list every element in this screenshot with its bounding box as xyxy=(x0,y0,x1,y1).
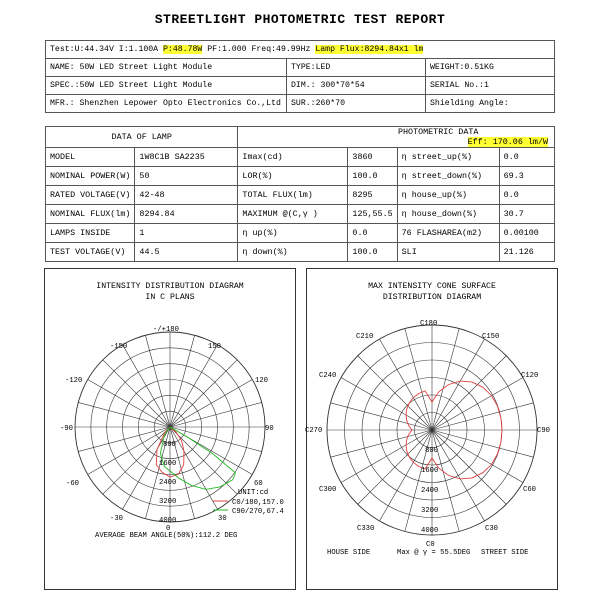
cone-polar-chart xyxy=(307,269,557,589)
info-dim: DIM.: 300*70*54 xyxy=(287,77,426,95)
table-cell: 1 xyxy=(135,224,238,243)
table-cell: Imax(cd) xyxy=(238,148,348,167)
table-cell: 44.5 xyxy=(135,243,238,262)
photometric-table xyxy=(45,126,555,262)
ring-label: 1600 xyxy=(421,467,439,475)
angle-label: C120 xyxy=(521,372,539,380)
info-weight: WEIGHT:0.51KG xyxy=(426,59,555,77)
table-cell: TEST VOLTAGE(V) xyxy=(46,243,135,262)
table-cell: 76 FLASHAREA(m2) xyxy=(397,224,499,243)
table-cell: 8294.84 xyxy=(135,205,238,224)
test-prefix: Test:U:44.34V I:1.100A xyxy=(50,45,164,54)
grid-spoke xyxy=(432,430,506,504)
angle-label: 120 xyxy=(255,377,268,385)
polar-grid xyxy=(327,325,537,535)
table-cell: LAMPS INSIDE xyxy=(46,224,135,243)
report-title: STREETLIGHT PHOTOMETRIC TEST REPORT xyxy=(154,12,446,27)
angle-label: C90 xyxy=(537,427,550,435)
photometric-data-label: PHOTOMETRIC DATA xyxy=(398,127,479,137)
angle-label: 90 xyxy=(265,425,274,433)
street-side-label: STREET SIDE xyxy=(481,549,529,557)
intensity-polar-chart xyxy=(45,269,295,589)
ring-label: 4000 xyxy=(159,517,177,525)
table-cell: RATED VOLTAGE(V) xyxy=(46,186,135,205)
table-cell: η up(%) xyxy=(238,224,348,243)
angle-label: -30 xyxy=(110,515,123,523)
diagram1-title-line2: IN C PLANS xyxy=(145,293,195,302)
table-cell: η house_down(%) xyxy=(397,205,499,224)
photometric-data-header xyxy=(238,127,555,148)
lamp-flux: Lamp Flux:8294.84x1 lm xyxy=(315,45,424,54)
grid-spoke xyxy=(432,378,523,431)
table-cell: η street_down(%) xyxy=(397,167,499,186)
table-row xyxy=(46,205,555,224)
data-of-lamp-header: DATA OF LAMP xyxy=(46,127,238,148)
angle-label: 150 xyxy=(208,343,221,351)
table-cell: 125,55.5 xyxy=(348,205,397,224)
test-middle: PF:1.000 Freq:49.99Hz xyxy=(202,45,316,54)
angle-label: C60 xyxy=(523,486,536,494)
angle-label: -/+180 xyxy=(153,326,179,334)
table-cell: η down(%) xyxy=(238,243,348,262)
angle-label: 0 xyxy=(166,525,171,533)
cone-surface-panel xyxy=(306,268,558,590)
grid-spoke xyxy=(170,345,218,427)
ring-label: 3200 xyxy=(421,507,439,515)
ring-labels xyxy=(421,447,438,535)
grid-spoke xyxy=(170,360,237,427)
efficiency-badge: Eff: 170.06 lm/W xyxy=(467,137,548,147)
ring-label: 3200 xyxy=(159,498,177,506)
grid-spoke xyxy=(170,380,252,428)
ring-label: 4000 xyxy=(421,527,439,535)
angle-label: -60 xyxy=(66,480,79,488)
ring-label: 800 xyxy=(425,447,438,455)
table-row xyxy=(46,224,555,243)
ring-label: 2400 xyxy=(159,479,177,487)
max-gamma-label: Max @ γ = 55.5DEG xyxy=(397,549,471,557)
table-cell: MODEL xyxy=(46,148,135,167)
grid-spoke xyxy=(341,378,432,431)
unit-label: UNIT:cd xyxy=(238,489,269,497)
grid-spoke xyxy=(123,345,171,427)
table-row xyxy=(46,148,555,167)
table-cell: NOMINAL FLUX(lm) xyxy=(46,205,135,224)
info-sur: SUR.:260*70 xyxy=(287,95,426,113)
angle-label: 60 xyxy=(254,480,263,488)
house-side-label: HOUSE SIDE xyxy=(327,549,371,557)
angle-label: C300 xyxy=(319,486,337,494)
info-type: TYPE:LED xyxy=(287,59,426,77)
table-cell: 100.0 xyxy=(348,167,397,186)
diagram2-title-line1: MAX INTENSITY CONE SURFACE xyxy=(368,282,496,291)
info-mfr: MFR.: Shenzhen Lepower Opto Electronics Co.,Ltd xyxy=(46,95,287,113)
info-serial: SERIAL No.:1 xyxy=(426,77,555,95)
table-cell: 0.0 xyxy=(499,186,554,205)
angle-label: C0 xyxy=(426,541,435,549)
table-cell: η house_up(%) xyxy=(397,186,499,205)
angle-label: C210 xyxy=(356,333,374,341)
table-cell: 3860 xyxy=(348,148,397,167)
table-row xyxy=(46,167,555,186)
table-cell: MAXIMUM @(C,γ ) xyxy=(238,205,348,224)
grid-spoke xyxy=(432,356,506,430)
info-spec: SPEC.:50W LED Street Light Module xyxy=(46,77,287,95)
grid-spoke xyxy=(432,430,523,483)
diagram2-title-line2: DISTRIBUTION DIAGRAM xyxy=(382,293,482,302)
info-table xyxy=(45,40,555,113)
table-cell: TOTAL FLUX(lm) xyxy=(238,186,348,205)
diagram1-title-line1: INTENSITY DISTRIBUTION DIAGRAM xyxy=(96,282,244,291)
table-cell: 0.00100 xyxy=(499,224,554,243)
grid-spoke xyxy=(170,427,218,509)
beam-angle-footer: AVERAGE BEAM ANGLE(50%):112.2 DEG xyxy=(95,532,238,540)
intensity-distribution-panel xyxy=(44,268,296,590)
table-cell: 21.126 xyxy=(499,243,554,262)
info-name: NAME: 50W LED Street Light Module xyxy=(46,59,287,77)
grid-spoke xyxy=(88,380,170,428)
table-cell: 8295 xyxy=(348,186,397,205)
test-line xyxy=(46,41,555,59)
legend1-label: C0/180,157.0 xyxy=(232,499,284,507)
info-shielding: Shielding Angle: xyxy=(426,95,555,113)
angle-label: C30 xyxy=(485,525,498,533)
angle-label: -120 xyxy=(65,377,83,385)
test-power: P:48.78W xyxy=(163,45,203,54)
ring-label: 800 xyxy=(163,441,176,449)
table-cell: SLI xyxy=(397,243,499,262)
table-cell: 1W8C1B SA2235 xyxy=(135,148,238,167)
table-row xyxy=(46,243,555,262)
table-cell: NOMINAL POWER(W) xyxy=(46,167,135,186)
angle-label: C180 xyxy=(420,320,438,328)
table-cell: 50 xyxy=(135,167,238,186)
angle-label: C270 xyxy=(305,427,323,435)
grid-spoke xyxy=(341,430,432,483)
grid-spoke xyxy=(88,427,170,475)
angle-label: C330 xyxy=(357,525,375,533)
table-cell: 100.0 xyxy=(348,243,397,262)
grid-spoke xyxy=(170,427,237,494)
table-row xyxy=(46,186,555,205)
grid-spoke xyxy=(103,360,170,427)
ring-labels xyxy=(159,441,176,525)
ring-label: 1600 xyxy=(159,460,177,468)
table-cell: 30.7 xyxy=(499,205,554,224)
table-cell: LOR(%) xyxy=(238,167,348,186)
table-cell: 0.0 xyxy=(348,224,397,243)
angle-label: -150 xyxy=(110,343,128,351)
angle-label: 30 xyxy=(218,515,227,523)
table-cell: 0.0 xyxy=(499,148,554,167)
grid-spoke xyxy=(123,427,171,509)
table-cell: 42-48 xyxy=(135,186,238,205)
ring-label: 2400 xyxy=(421,487,439,495)
table-cell: η street_up(%) xyxy=(397,148,499,167)
angle-label: C240 xyxy=(319,372,337,380)
angle-label: C150 xyxy=(482,333,500,341)
angle-label: -90 xyxy=(60,425,73,433)
legend2-label: C90/270,67.4 xyxy=(232,508,284,516)
table-cell: 69.3 xyxy=(499,167,554,186)
